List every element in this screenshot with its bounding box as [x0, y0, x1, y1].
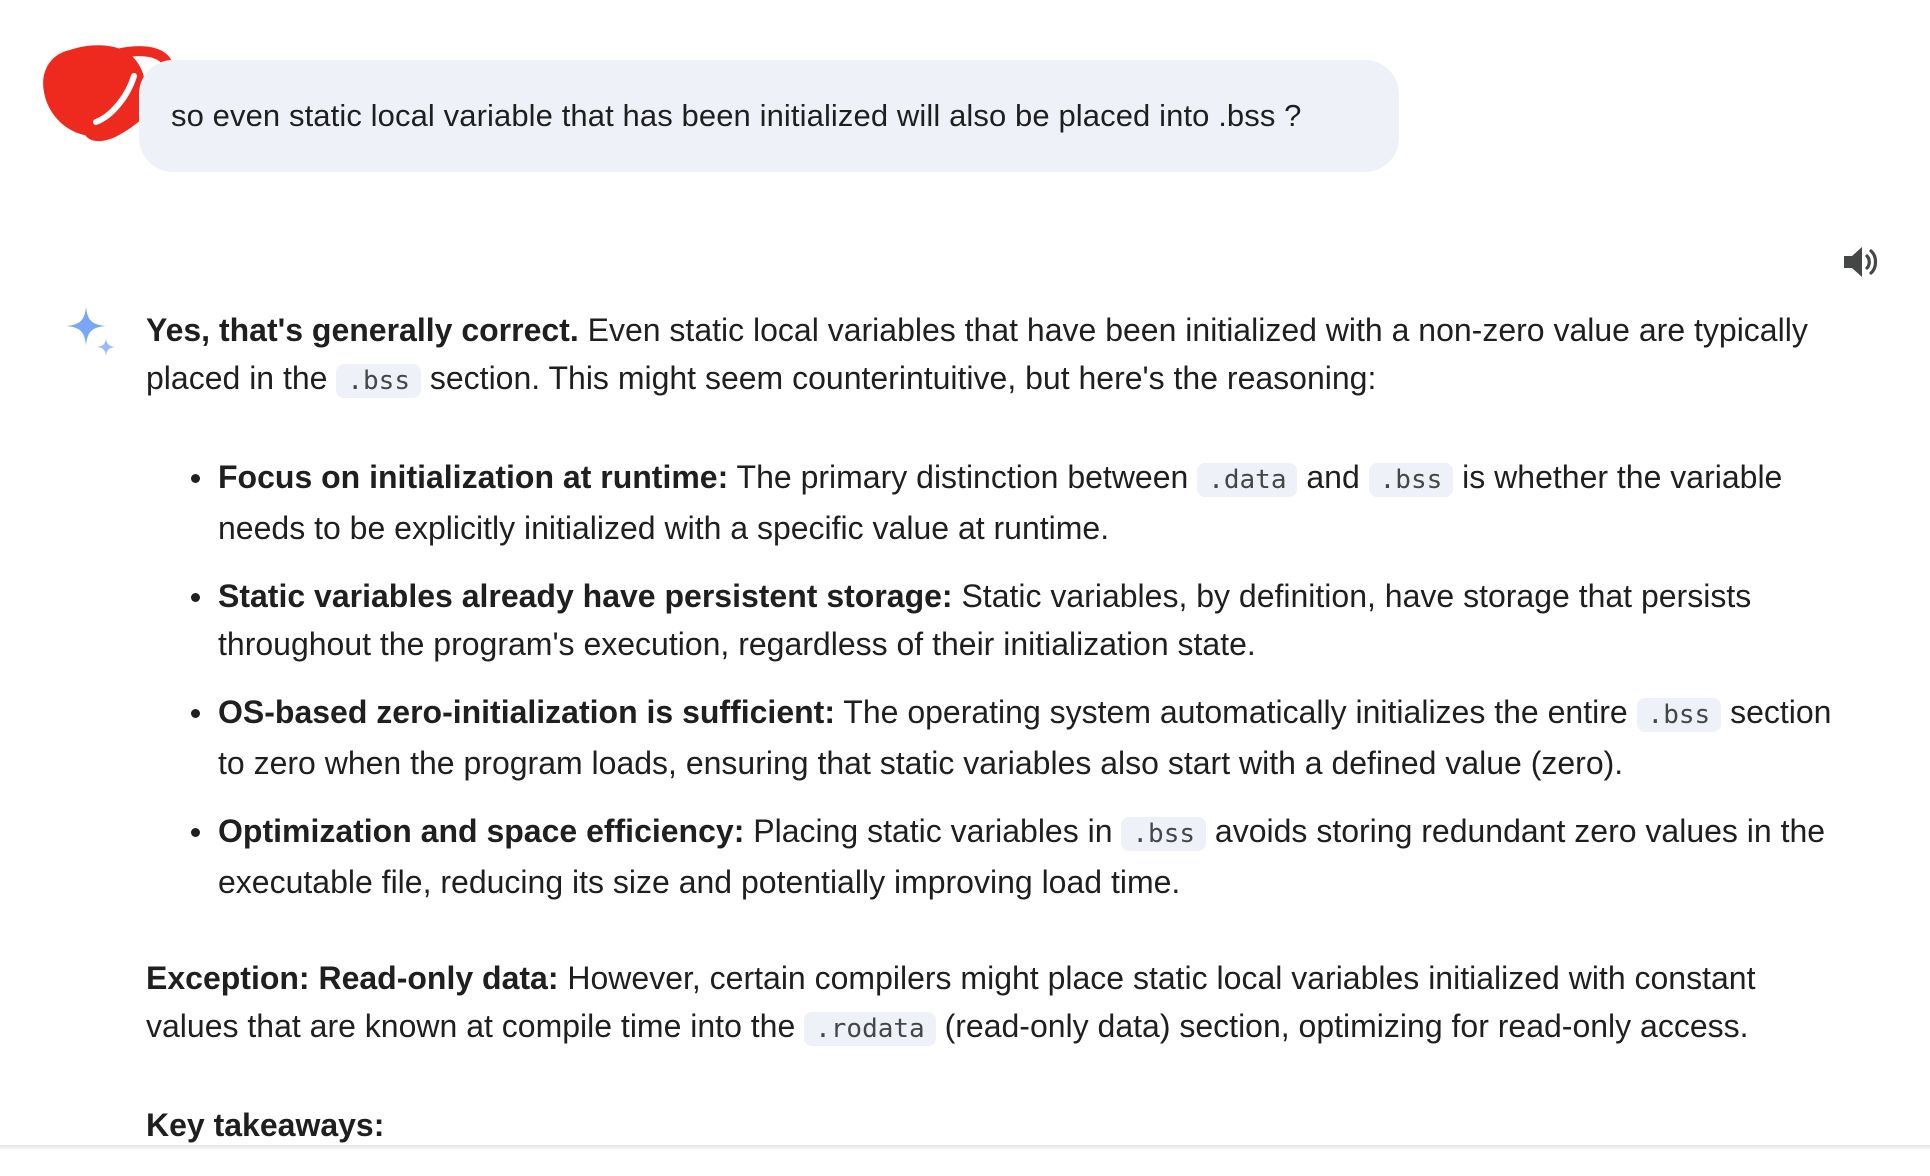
exception-paragraph: [146, 954, 1851, 1053]
code-bss: .bss: [1121, 817, 1206, 851]
bullet-text: section to zero when the program loads, ensuring that static variables also start with a defined value (zero).: [218, 694, 1832, 781]
list-item: [218, 688, 1851, 787]
read-aloud-button[interactable]: [1837, 240, 1887, 284]
bullet-title: Static variables already have persistent storage:: [218, 578, 953, 614]
exception-bold: Exception: Read-only data:: [146, 960, 559, 996]
scroll-fade-divider: [0, 1145, 1930, 1151]
bullet-title: OS-based zero-initialization is sufficient:: [218, 694, 835, 730]
intro-bold: Yes, that's generally correct.: [146, 312, 579, 348]
assistant-response: [146, 306, 1851, 1149]
bullet-text: and: [1297, 459, 1369, 495]
exception-text-1: However, certain compilers might place static local variables initialized with constant values that are known at compile time into the: [146, 960, 1756, 1044]
user-message-row: [40, 40, 1400, 180]
gemini-sparkle-icon: [60, 302, 120, 362]
intro-paragraph: [146, 306, 1851, 405]
bullet-title: Focus on initialization at runtime:: [218, 459, 729, 495]
speaker-icon: [1842, 244, 1882, 280]
takeaways-heading-text: Key takeaways:: [146, 1107, 385, 1143]
reasoning-list: [146, 453, 1851, 906]
bullet-text: is whether the variable needs to be explicitly initialized with a specific value at runtime.: [218, 459, 1783, 546]
code-bss: .bss: [336, 364, 421, 398]
user-message-bubble: [139, 60, 1399, 172]
bullet-text: Static variables, by definition, have storage that persists throughout the program's execution, regardless of their initialization state.: [218, 578, 1752, 662]
code-data: .data: [1197, 463, 1297, 497]
bullet-text: avoids storing redundant zero values in the executable file, reducing its size and potentially improving load time.: [218, 813, 1826, 900]
intro-text-2: section. This might seem counterintuitive, but here's the reasoning:: [420, 360, 1377, 396]
list-item: [218, 807, 1851, 906]
bullet-text: The operating system automatically initializes the entire: [834, 694, 1637, 730]
list-item: [218, 572, 1851, 668]
list-item: [218, 453, 1851, 552]
bullet-text: The primary distinction between: [728, 459, 1198, 495]
bullet-title: Optimization and space efficiency:: [218, 813, 745, 849]
bullet-text: Placing static variables in: [744, 813, 1122, 849]
code-bss: .bss: [1369, 463, 1454, 497]
intro-text-1: Even static local variables that have been initialized with a non-zero value are typically placed in the: [146, 312, 1808, 396]
code-bss: .bss: [1637, 698, 1722, 732]
takeaways-heading: [146, 1101, 1851, 1149]
code-rodata: .rodata: [804, 1012, 936, 1046]
exception-text-2: (read-only data) section, optimizing for read-only access.: [935, 1008, 1749, 1044]
user-message-text: so even static local variable that has been initialized will also be placed into .bss ?: [171, 98, 1302, 133]
